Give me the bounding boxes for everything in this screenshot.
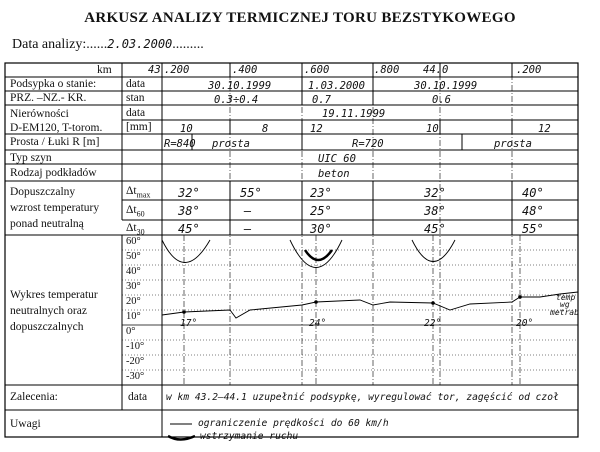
prosta-prosta-1: prosta: [212, 138, 250, 150]
legend-temp: temp: [556, 293, 576, 302]
dt-60-sub: 60: [136, 209, 145, 219]
dt60-5: 48°: [522, 204, 544, 218]
dt-30-symbol: Δt: [126, 222, 137, 234]
scale-0: 0°: [126, 326, 136, 337]
dt-30-sub: 30: [136, 227, 145, 237]
typ-szyn-value: UIC 60: [318, 153, 356, 165]
date-dots-before: ......: [86, 37, 108, 52]
dt60-2: –: [244, 204, 252, 218]
km-mark-43: 43: [148, 64, 161, 76]
podsypka-label: Podsypka o stanie:: [10, 78, 97, 90]
dt-max-sub: max: [136, 190, 151, 200]
podsypka-state-3: 0.6: [432, 94, 451, 106]
scale-10: 10°: [126, 311, 141, 322]
km-mark-800: .800: [374, 64, 400, 76]
legend-metrab: metrab: [550, 308, 579, 317]
dt30-5: 55°: [522, 222, 544, 236]
dt30-3: 30°: [310, 222, 332, 236]
dt-60-key: [126, 204, 145, 218]
nierownosci-date: 19.11.1999: [322, 108, 386, 120]
km-mark-44: 44.0: [423, 64, 449, 76]
podklady-value: beton: [318, 168, 350, 180]
neutral-temp-22: 22°: [424, 318, 442, 329]
date-label: Data analizy:: [12, 37, 87, 52]
podsypka-state-2: 0.7: [312, 94, 331, 106]
prosta-prosta-2: prosta: [494, 138, 532, 150]
dt30-4: 45°: [424, 222, 446, 236]
podsypka-date-3: 30.10.1999: [414, 80, 478, 92]
dopuszczalny-label-1: Dopuszczalny: [10, 186, 76, 198]
nierownosci-value-5: 12: [538, 123, 551, 135]
scale-minus-20: -20°: [126, 356, 145, 367]
dtmax-3: 23°: [310, 186, 332, 200]
date-value: 2.03.2000: [107, 37, 173, 51]
km-mark-200: .200: [164, 64, 190, 76]
dopuszczalny-label-2: wzrost temperatury: [10, 202, 100, 214]
nierownosci-value-3: 12: [310, 123, 323, 135]
uwagi-legend-stop: wstrzymanie ruchu: [200, 431, 299, 442]
zalecenia-text: w km 43.2–44.1 uzupełnić podsypkę, wyregulować tor, zagęścić od czoł: [166, 392, 559, 403]
podsypka-state-1: 0.3÷0.4: [214, 94, 259, 106]
prosta-r720: R=720: [352, 138, 384, 150]
legend-wg: wg: [560, 300, 570, 309]
scale-20: 20°: [126, 296, 141, 307]
dt30-2: –: [244, 222, 252, 236]
wykres-label-2: neutralnych oraz: [10, 305, 87, 317]
dt-max-key: [126, 185, 150, 199]
podsypka-stan-col: stan: [126, 92, 145, 104]
dt60-1: 38°: [178, 204, 200, 218]
nierownosci-label-2: D-EM120, T-torom.: [10, 122, 103, 134]
scale-minus-30: -30°: [126, 371, 145, 382]
neutral-temp-17: 17°: [180, 318, 198, 329]
podsypka-data-col: data: [126, 78, 146, 90]
podsypka-date-2: 1.03.2000: [308, 80, 365, 92]
dtmax-1: 32°: [178, 186, 200, 200]
podklady-label: Rodzaj podkładów: [10, 167, 97, 179]
wykres-label-1: Wykres temperatur: [10, 289, 98, 301]
dopuszczalny-label-3: ponad neutralną: [10, 218, 84, 230]
km-mark-400: .400: [232, 64, 258, 76]
uwagi-legend-speed: ograniczenie prędkości do 60 km/h: [198, 418, 389, 429]
podsypka-date-1: 30.10.1999: [208, 80, 272, 92]
scale-minus-10: -10°: [126, 341, 145, 352]
podsypka-label-2: PRZ. –NZ.- KR.: [10, 92, 87, 104]
dt-30-key: [126, 222, 145, 236]
document-title: ARKUSZ ANALIZY TERMICZNEJ TORU BEZSTYKOWEGO: [84, 10, 516, 26]
dtmax-4: 32°: [424, 186, 446, 200]
neutral-temp-20: 20°: [516, 318, 534, 329]
nierownosci-unit-col: [mm]: [126, 121, 152, 133]
prosta-r840: R=840: [164, 138, 196, 150]
dtmax-2: 55°: [240, 186, 262, 200]
km-label: km: [97, 64, 112, 76]
dt-max-symbol: Δt: [126, 185, 137, 197]
scale-60: 60°: [126, 236, 141, 247]
dt30-1: 45°: [178, 222, 200, 236]
zalecenia-data-col: data: [128, 391, 148, 403]
nierownosci-value-2: 8: [262, 123, 269, 135]
nierownosci-value-4: 10: [426, 123, 439, 135]
scale-40: 40°: [126, 266, 141, 277]
date-dots-after: .........: [172, 37, 204, 52]
wykres-label-3: dopuszczalnych: [10, 321, 84, 333]
km-mark-600: .600: [304, 64, 330, 76]
nierownosci-label: Nierówności: [10, 108, 69, 120]
dt60-3: 25°: [310, 204, 332, 218]
prosta-label: Prosta / Łuki R [m]: [10, 136, 100, 148]
nierownosci-value-1: 10: [180, 123, 193, 135]
zalecenia-label: Zalecenia:: [10, 391, 58, 403]
uwagi-label: Uwagi: [10, 418, 41, 430]
dt60-4: 38°: [424, 204, 446, 218]
scale-30: 30°: [126, 281, 141, 292]
scale-50: 50°: [126, 251, 141, 262]
dtmax-5: 40°: [522, 186, 544, 200]
dt-60-symbol: Δt: [126, 204, 137, 216]
nierownosci-data-col: data: [126, 107, 146, 119]
km-mark-200b: .200: [516, 64, 542, 76]
neutral-temp-24: 24°: [309, 318, 327, 329]
typ-szyn-label: Typ szyn: [10, 152, 52, 164]
